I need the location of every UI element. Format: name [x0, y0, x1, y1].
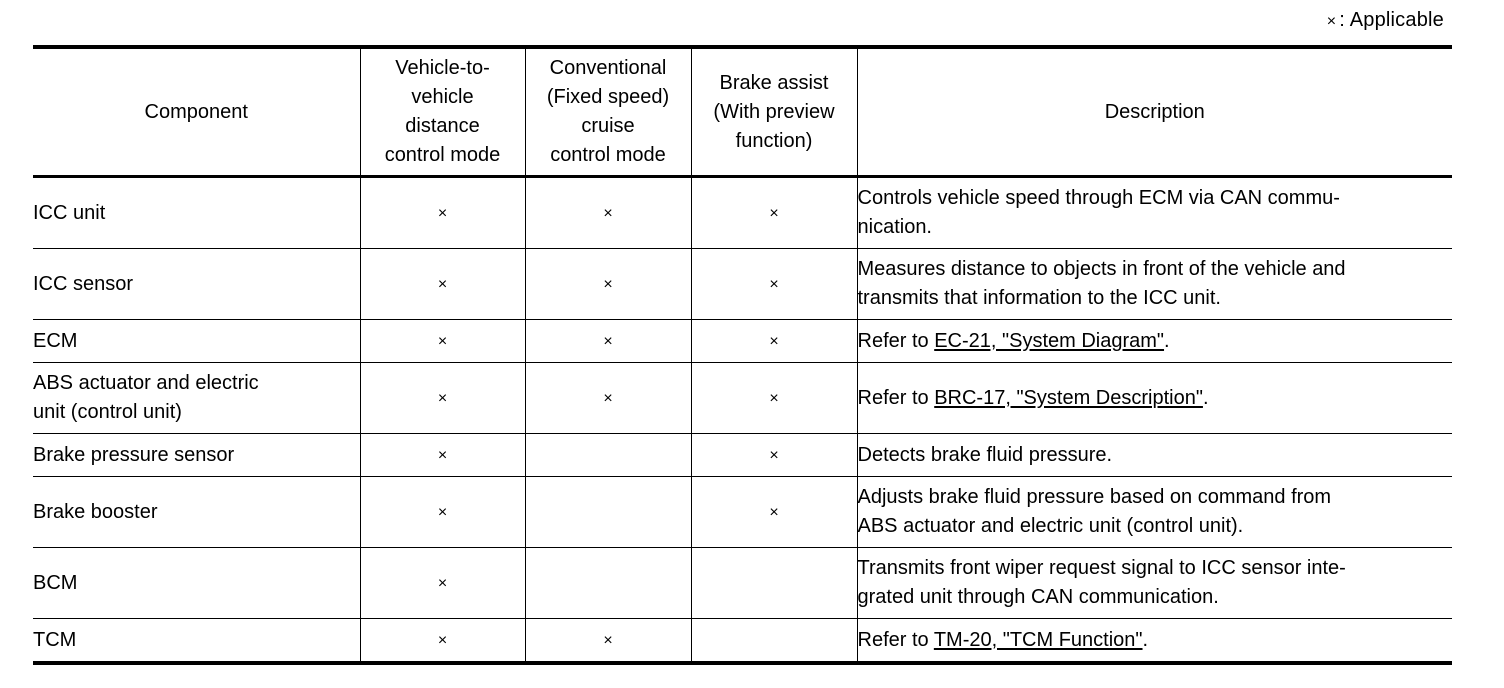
- component-cell: [33, 477, 360, 548]
- applicability-cell: [691, 320, 857, 363]
- applicability-cell: [691, 477, 857, 548]
- applicable-mark: ×: [437, 503, 448, 521]
- applicability-cell: [360, 363, 525, 434]
- table-row: [33, 363, 1452, 434]
- header-distance-control-mode: [360, 47, 525, 177]
- applicable-mark: ×: [603, 204, 613, 222]
- applicable-mark: ×: [603, 275, 613, 293]
- header-line: (Fixed speed): [546, 86, 670, 108]
- description-text: Measures distance to objects in front of the vehicle and: [857, 258, 1346, 280]
- description-text: nication.: [857, 216, 932, 238]
- description-cell: [857, 320, 1452, 363]
- applicability-cell: [691, 177, 857, 249]
- table-row: [33, 177, 1452, 249]
- description-text: Controls vehicle speed through ECM via CAN commu-: [857, 187, 1340, 209]
- description-suffix: .: [1142, 628, 1149, 651]
- applicable-mark: ×: [769, 204, 779, 222]
- description-cell: [857, 177, 1452, 249]
- description-text: Adjusts brake fluid pressure based on command from: [857, 486, 1332, 508]
- applicability-cell: [360, 477, 525, 548]
- header-component: Component: [33, 47, 360, 177]
- applicable-legend-text: : Applicable: [1339, 9, 1444, 31]
- applicable-mark: ×: [769, 389, 779, 407]
- table-body: [33, 177, 1452, 664]
- refer-to-text: Refer to: [857, 628, 934, 651]
- applicable-mark: ×: [769, 446, 779, 464]
- applicability-cell: [525, 249, 691, 320]
- header-line: vehicle: [411, 86, 474, 108]
- header-line: function): [735, 129, 813, 152]
- applicable-mark: ×: [769, 503, 779, 521]
- applicability-cell: [360, 249, 525, 320]
- header-line: (With preview: [713, 100, 835, 123]
- applicability-cell: [525, 363, 691, 434]
- table-row: [33, 249, 1452, 320]
- applicability-cell: [525, 177, 691, 249]
- description-suffix: .: [1202, 386, 1209, 409]
- component-name: BCM: [33, 571, 78, 594]
- description-text: [858, 384, 1453, 413]
- description-cell: [857, 548, 1452, 619]
- component-name: Brake booster: [33, 500, 158, 523]
- component-cell: [33, 363, 360, 434]
- applicability-cell: [525, 434, 691, 477]
- description-cell: [857, 249, 1452, 320]
- table-row: [33, 320, 1452, 363]
- table-row: [33, 434, 1452, 477]
- applicable-mark: ×: [437, 574, 448, 592]
- applicable-mark: ×: [437, 446, 448, 464]
- applicability-cell: [525, 320, 691, 363]
- header-row: [33, 47, 1452, 177]
- description-cell: [857, 477, 1452, 548]
- component-table: [33, 45, 1452, 665]
- component-name: ABS actuator and electric: [33, 372, 259, 394]
- description-text: ABS actuator and electric unit (control unit).: [857, 515, 1244, 537]
- header-line: control mode: [384, 144, 501, 166]
- component-cell: [33, 619, 360, 664]
- refer-to-text: Refer to: [857, 386, 935, 409]
- header-line: control mode: [550, 144, 666, 166]
- refer-to-text: Refer to: [857, 329, 935, 352]
- applicability-cell: [360, 619, 525, 664]
- header-line: Conventional: [549, 57, 667, 79]
- applicable-mark: ×: [603, 389, 613, 407]
- applicable-mark: ×: [603, 631, 613, 649]
- applicability-cell: [525, 619, 691, 664]
- description-cell: [857, 434, 1452, 477]
- component-name: TCM: [33, 628, 77, 651]
- reference-link[interactable]: BRC-17, "System Description": [934, 386, 1203, 409]
- applicability-cell: [691, 434, 857, 477]
- description-text: grated unit through CAN communication.: [857, 586, 1219, 608]
- component-name: unit (control unit): [33, 401, 182, 423]
- applicable-mark: ×: [769, 332, 779, 350]
- description-text: [858, 626, 1453, 655]
- description-text: transmits that information to the ICC unit.: [857, 287, 1221, 309]
- applicable-legend: [1327, 9, 1444, 32]
- component-cell: [33, 320, 360, 363]
- table-row: [33, 477, 1452, 548]
- component-name: ICC sensor: [33, 272, 134, 295]
- applicability-cell: [691, 363, 857, 434]
- reference-link[interactable]: EC-21, "System Diagram": [934, 329, 1165, 352]
- description-suffix: .: [1164, 329, 1170, 352]
- applicable-mark: ×: [603, 332, 613, 350]
- applicable-mark: ×: [437, 631, 448, 649]
- component-cell: [33, 177, 360, 249]
- description-text: [858, 327, 1453, 356]
- component-name: ECM: [33, 329, 78, 352]
- applicability-cell: [691, 249, 857, 320]
- header-line: distance: [405, 115, 480, 137]
- applicability-cell: [525, 548, 691, 619]
- component-name: ICC unit: [33, 201, 106, 224]
- component-cell: [33, 249, 360, 320]
- applicable-mark: ×: [437, 332, 448, 350]
- applicability-cell: [360, 548, 525, 619]
- header-conventional-cruise-mode: [525, 47, 691, 177]
- applicability-cell: [360, 434, 525, 477]
- applicability-cell: [360, 320, 525, 363]
- component-name: Brake pressure sensor: [33, 443, 235, 466]
- description-text: Transmits front wiper request signal to ICC sensor inte-: [857, 557, 1346, 579]
- description-cell: [857, 363, 1452, 434]
- applicable-mark: ×: [769, 275, 779, 293]
- applicability-cell: [525, 477, 691, 548]
- applicability-cell: [691, 619, 857, 664]
- applicable-mark: ×: [437, 389, 448, 407]
- component-cell: [33, 434, 360, 477]
- header-line: cruise: [581, 115, 635, 137]
- header-brake-assist: [691, 47, 857, 177]
- header-description: Description: [857, 47, 1452, 177]
- description-text: Detects brake fluid pressure.: [857, 443, 1113, 466]
- header-line: Brake assist: [719, 71, 829, 94]
- applicability-cell: [360, 177, 525, 249]
- table-row: [33, 548, 1452, 619]
- applicability-cell: [691, 548, 857, 619]
- description-cell: [857, 619, 1452, 664]
- component-cell: [33, 548, 360, 619]
- table-row: [33, 619, 1452, 664]
- applicable-mark: ×: [1326, 13, 1337, 30]
- applicable-mark: ×: [437, 275, 448, 293]
- reference-link[interactable]: TM-20, "TCM Function": [933, 628, 1143, 651]
- header-line: Vehicle-to-: [395, 57, 490, 79]
- applicable-mark: ×: [437, 204, 448, 222]
